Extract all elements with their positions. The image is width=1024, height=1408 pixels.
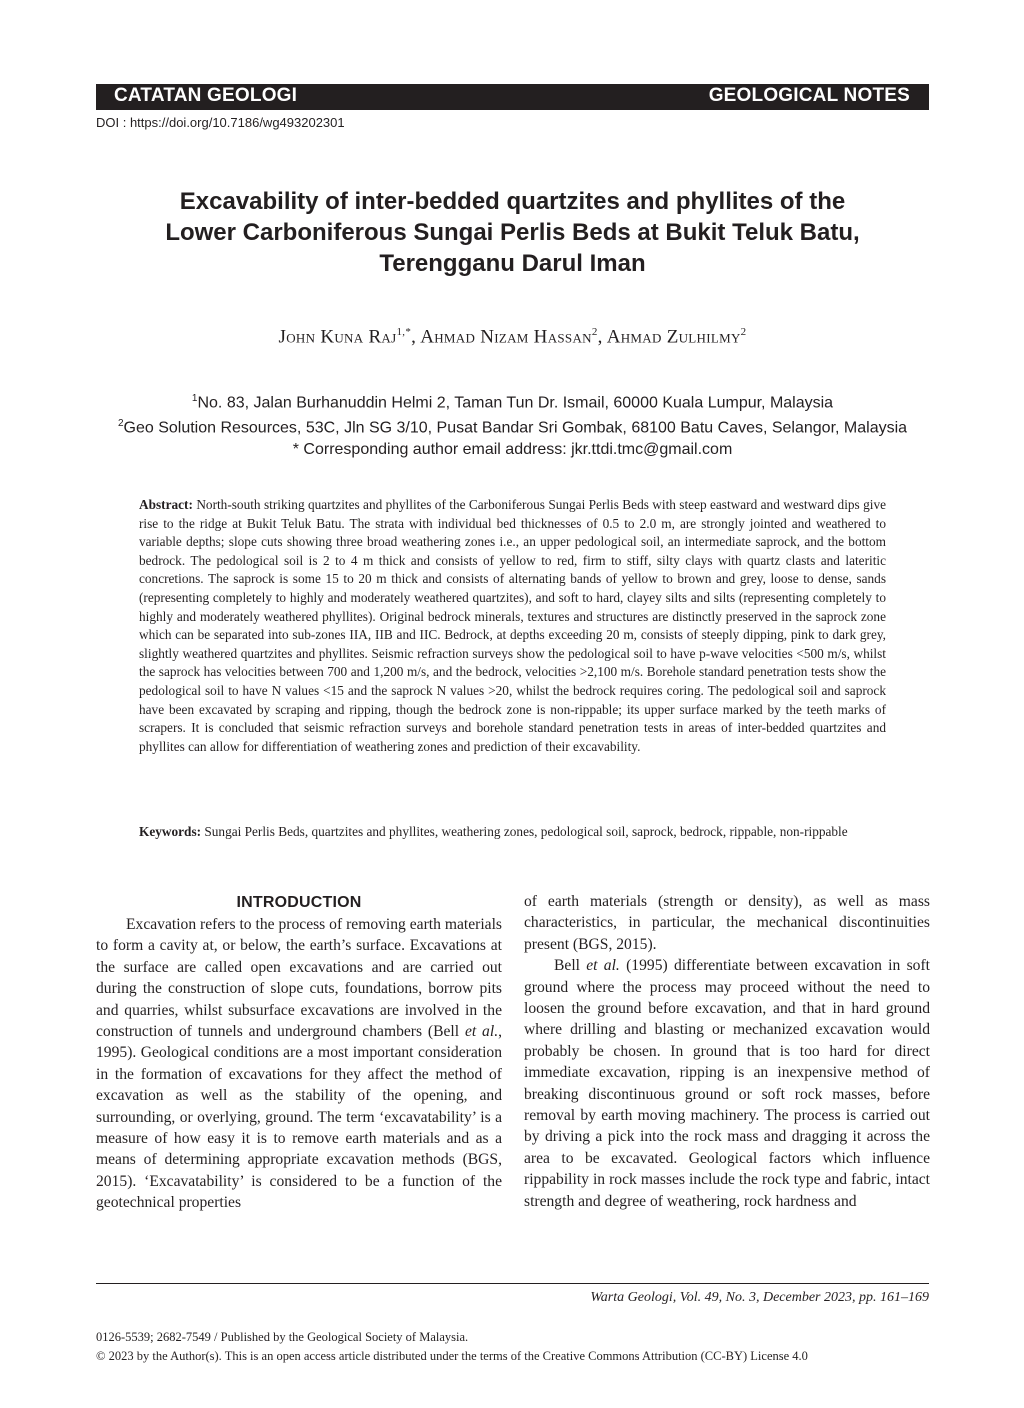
body-paragraph <box>96 914 502 1214</box>
body-paragraph: of earth materials (strength or density), as well as mass characteristics, in particular, the mechanical discontinuities present (BGS, 2015). <box>524 893 930 953</box>
body-column-left <box>96 914 502 1214</box>
body-text-italic: et al. <box>586 957 620 975</box>
section-label-english: GEOLOGICAL NOTES <box>708 85 910 106</box>
footer-divider <box>96 1283 929 1284</box>
title-line: Terengganu Darul Iman <box>379 250 646 277</box>
author-name: John Kuna Raj <box>278 326 397 348</box>
title-line: Lower Carboniferous Sungai Perlis Beds at Bukit Teluk Batu, <box>165 219 860 246</box>
affiliations <box>96 388 929 460</box>
body-text: (1995) differentiate between excavation in soft ground where the process may proceed without the need to loosen the ground before excavation, and that in hard ground where drilling and blasting or mechanized excavation would probably be chosen. In ground that is too hard for direct immediate excavation, ripping is an inexpensive method of breaking discontinuous ground or soft rock masses, before removal by earth moving machinery. The process is carried out by driving a pick into the rock mass and dragging it across the area to be excavated. Geological factors which influence rippability in rock masses include the rock type and fabric, intact strength and degree of weathering, rock hardness and <box>524 957 930 1210</box>
affiliation-text: Geo Solution Resources, 53C, Jln SG 3/10, Pusat Bandar Sri Gombak, 68100 Batu Caves, Selangor, Malaysia <box>123 419 908 437</box>
author-name: Ahmad Zulhilmy <box>606 326 741 348</box>
title-line: Excavability of inter-bedded quartzites and phyllites of the <box>179 188 846 215</box>
author-affiliation-mark: 1,* <box>396 326 412 338</box>
author-list <box>96 326 929 348</box>
license-notice: © 2023 by the Author(s). This is an open access article distributed under the terms of the Creative Commons Attribution (CC-BY) License 4.0 <box>96 1349 808 1363</box>
author-affiliation-mark: 2 <box>591 326 598 338</box>
issn-publisher: 0126-5539; 2682-7549 / Published by the Geological Society of Malaysia. <box>96 1330 469 1344</box>
body-text: Excavation refers to the process of removing earth materials to form a cavity at, or below, the earth’s surface. Excavations at the surface are called open excavations and are carried out during the construction of slope cuts, foundations, borrow pits and quarries, whilst subsurface excavations are involved in the construction of tunnels and underground chambers (Bell <box>96 916 502 1041</box>
body-column-right <box>524 891 930 1212</box>
author-name: Ahmad Nizam Hassan <box>420 326 592 348</box>
affiliation-mark: 2 <box>117 418 124 430</box>
keywords <box>139 822 886 841</box>
abstract-text: North-south striking quartzites and phyllites of the Carboniferous Sungai Perlis Beds with steep eastward and westward dips give rise to the ridge at Bukit Teluk Batu. The strata with individual bed thicknesses of 0.5 to 2.0 m, are strongly jointed and weathered to variable depths; slope cuts showing three broad weathering zones i.e., an upper pedological soil, an intermediate saprock, and the bottom bedrock. The pedological soil is 2 to 4 m thick and consists of yellow to red, firm to stiff, silty clays with quartz clasts and lateritic concretions. The saprock is some 15 to 20 m thick and consists of alternating bands of yellow to brown and grey, loose to dense, sands (representing completely to highly and moderately weathered quartzites), and soft to hard, clayey silts and silts (representing completely to highly and moderately weathered phyllites). Original bedrock minerals, textures and structures are distinctly preserved in the saprock zone which can be separated into sub-zones IIA, IIB and IIC. Bedrock, at depths exceeding 20 m, consists of steeply dipping, pink to dark grey, slightly weathered quartzites and phyllites. Seismic refraction surveys show the pedological soil to have p-wave velocities <500 m/s, whilst the saprock has velocities between 700 and 1,200 m/s, and the bedrock, velocities >2,100 m/s. Borehole standard penetration tests show the pedological soil to have N values <15 and the saprock N values >20, whilst the bedrock requires coring. The pedological soil and saprock have been excavated by scraping and ripping, though the bedrock zone is non-rippable; its upper surface marked by the teeth marks of scrapers. It is concluded that seismic refraction surveys and borehole standard penetration tests in areas of inter-bedded quartzites and phyllites can allow for differentiation of weathering zones and prediction of their excavability. <box>139 497 886 754</box>
abstract-label: Abstract: <box>139 497 193 512</box>
section-heading-introduction: INTRODUCTION <box>236 894 362 911</box>
doi-link[interactable]: DOI : https://doi.org/10.7186/wg493202301 <box>96 115 345 130</box>
corresponding-author-email: * Corresponding author email address: jkr.ttdi.tmc@gmail.com <box>292 440 733 458</box>
body-text: Bell <box>554 957 587 975</box>
affiliation-line <box>96 388 929 413</box>
keywords-label: Keywords: <box>139 824 202 839</box>
article-title <box>96 186 929 279</box>
author-affiliation-mark: 2 <box>740 326 747 338</box>
body-text-italic: et al. <box>464 1023 499 1041</box>
body-paragraph <box>524 955 930 1212</box>
author-separator: , <box>597 326 607 348</box>
body-text: , 1995). Geological conditions are a most important consideration in the formation of excavations for they affect the method of excavation as well as the stability of the opening, and surrounding, or overlying, ground. The term ‘excavatability’ is a measure of how easy it is to remove earth materials and as a means of determining appropriate excavation methods (BGS, 2015). ‘Excavatability’ is considered to be a function of the geotechnical properties <box>96 1023 502 1212</box>
affiliation-text: No. 83, Jalan Burhanuddin Helmi 2, Taman Tun Dr. Ismail, 60000 Kuala Lumpur, Malaysia <box>197 394 834 412</box>
section-label-malay: CATATAN GEOLOGI <box>114 85 298 106</box>
abstract <box>139 496 886 756</box>
journal-reference: Warta Geologi, Vol. 49, No. 3, December 2023, pp. 161–169 <box>590 1290 929 1305</box>
affiliation-line <box>96 413 929 438</box>
author-separator: , <box>411 326 421 348</box>
affiliation-mark: 1 <box>191 393 198 404</box>
keywords-text: Sungai Perlis Beds, quartzites and phyllites, weathering zones, pedological soil, saprock, bedrock, rippable, non-rippable <box>204 824 848 839</box>
